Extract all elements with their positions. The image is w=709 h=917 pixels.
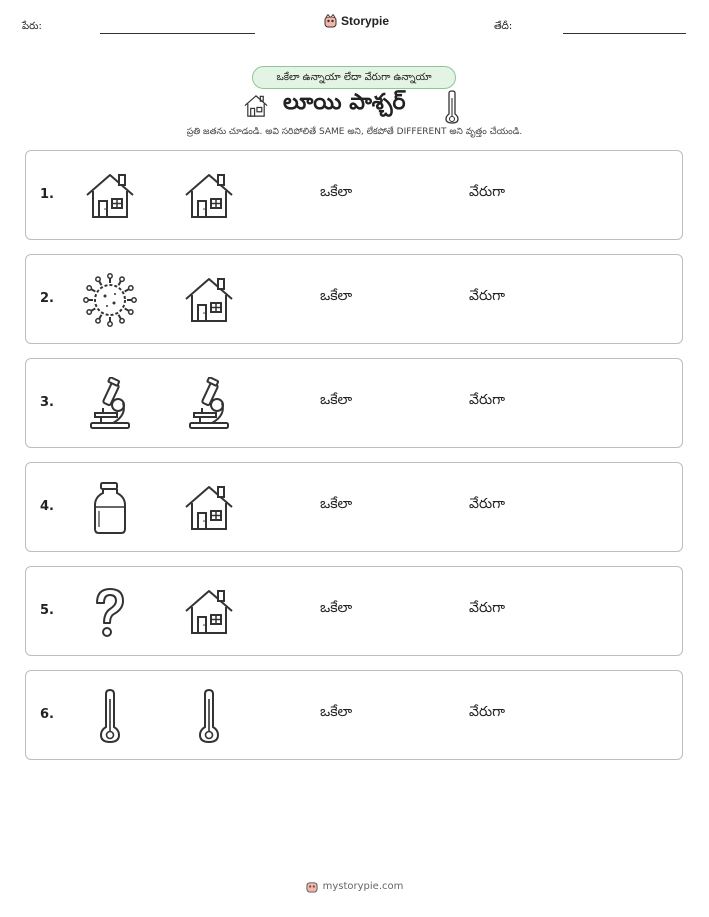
thermometer-icon [444, 90, 460, 124]
name-label: పేరు: [22, 21, 42, 32]
house-icon [83, 169, 137, 223]
option-different[interactable]: వేరుగా [469, 184, 505, 200]
question-row [25, 462, 683, 552]
option-different[interactable]: వేరుగా [469, 392, 505, 408]
option-different[interactable]: వేరుగా [469, 288, 505, 304]
microscope-icon [83, 377, 137, 431]
footer [0, 880, 709, 893]
footer-url: mystorypie.com [322, 881, 404, 892]
storypie-mascot-icon [324, 14, 337, 28]
house-icon [182, 481, 236, 535]
question-number: 6. [40, 707, 54, 722]
brand-logo [324, 14, 389, 28]
option-different[interactable]: వేరుగా [469, 496, 505, 512]
storypie-mascot-icon [306, 880, 318, 893]
option-same[interactable]: ఒకేలా [320, 704, 353, 720]
question-number: 3. [40, 395, 54, 410]
instructions-text: ప్రతి జతను చూడండి. అవి సరిపోలితే SAME అని, లేకపోతే DIFFERENT అని వృత్తం చేయండి. [186, 127, 523, 137]
house-icon [182, 273, 236, 327]
title-row [0, 88, 709, 124]
brand-name: Storypie [341, 14, 390, 28]
page-title: లూయి పాశ్చర్ [283, 90, 406, 115]
worksheet-type-badge: ఒకేలా ఉన్నాయా లేదా వేరుగా ఉన్నాయా [252, 66, 456, 89]
thermometer-icon [182, 689, 236, 743]
question-row [25, 358, 683, 448]
option-same[interactable]: ఒకేలా [320, 496, 353, 512]
name-line[interactable] [100, 33, 255, 34]
microscope-icon [182, 377, 236, 431]
question-mark-icon [83, 585, 137, 639]
date-line[interactable] [563, 33, 686, 34]
question-number: 2. [40, 291, 54, 306]
question-number: 4. [40, 499, 54, 514]
option-different[interactable]: వేరుగా [469, 704, 505, 720]
house-icon [182, 585, 236, 639]
question-row [25, 254, 683, 344]
house-icon [182, 169, 236, 223]
question-number: 5. [40, 603, 54, 618]
question-row [25, 670, 683, 760]
option-same[interactable]: ఒకేలా [320, 288, 353, 304]
question-row [25, 150, 683, 240]
option-same[interactable]: ఒకేలా [320, 184, 353, 200]
house-icon [243, 93, 269, 119]
date-label: తేదీ: [494, 21, 513, 32]
question-number: 1. [40, 187, 54, 202]
option-same[interactable]: ఒకేలా [320, 600, 353, 616]
milk-bottle-icon [83, 481, 137, 535]
worksheet-header [0, 14, 709, 36]
virus-icon [83, 273, 137, 327]
question-row [25, 566, 683, 656]
option-same[interactable]: ఒకేలా [320, 392, 353, 408]
thermometer-icon [83, 689, 137, 743]
option-different[interactable]: వేరుగా [469, 600, 505, 616]
